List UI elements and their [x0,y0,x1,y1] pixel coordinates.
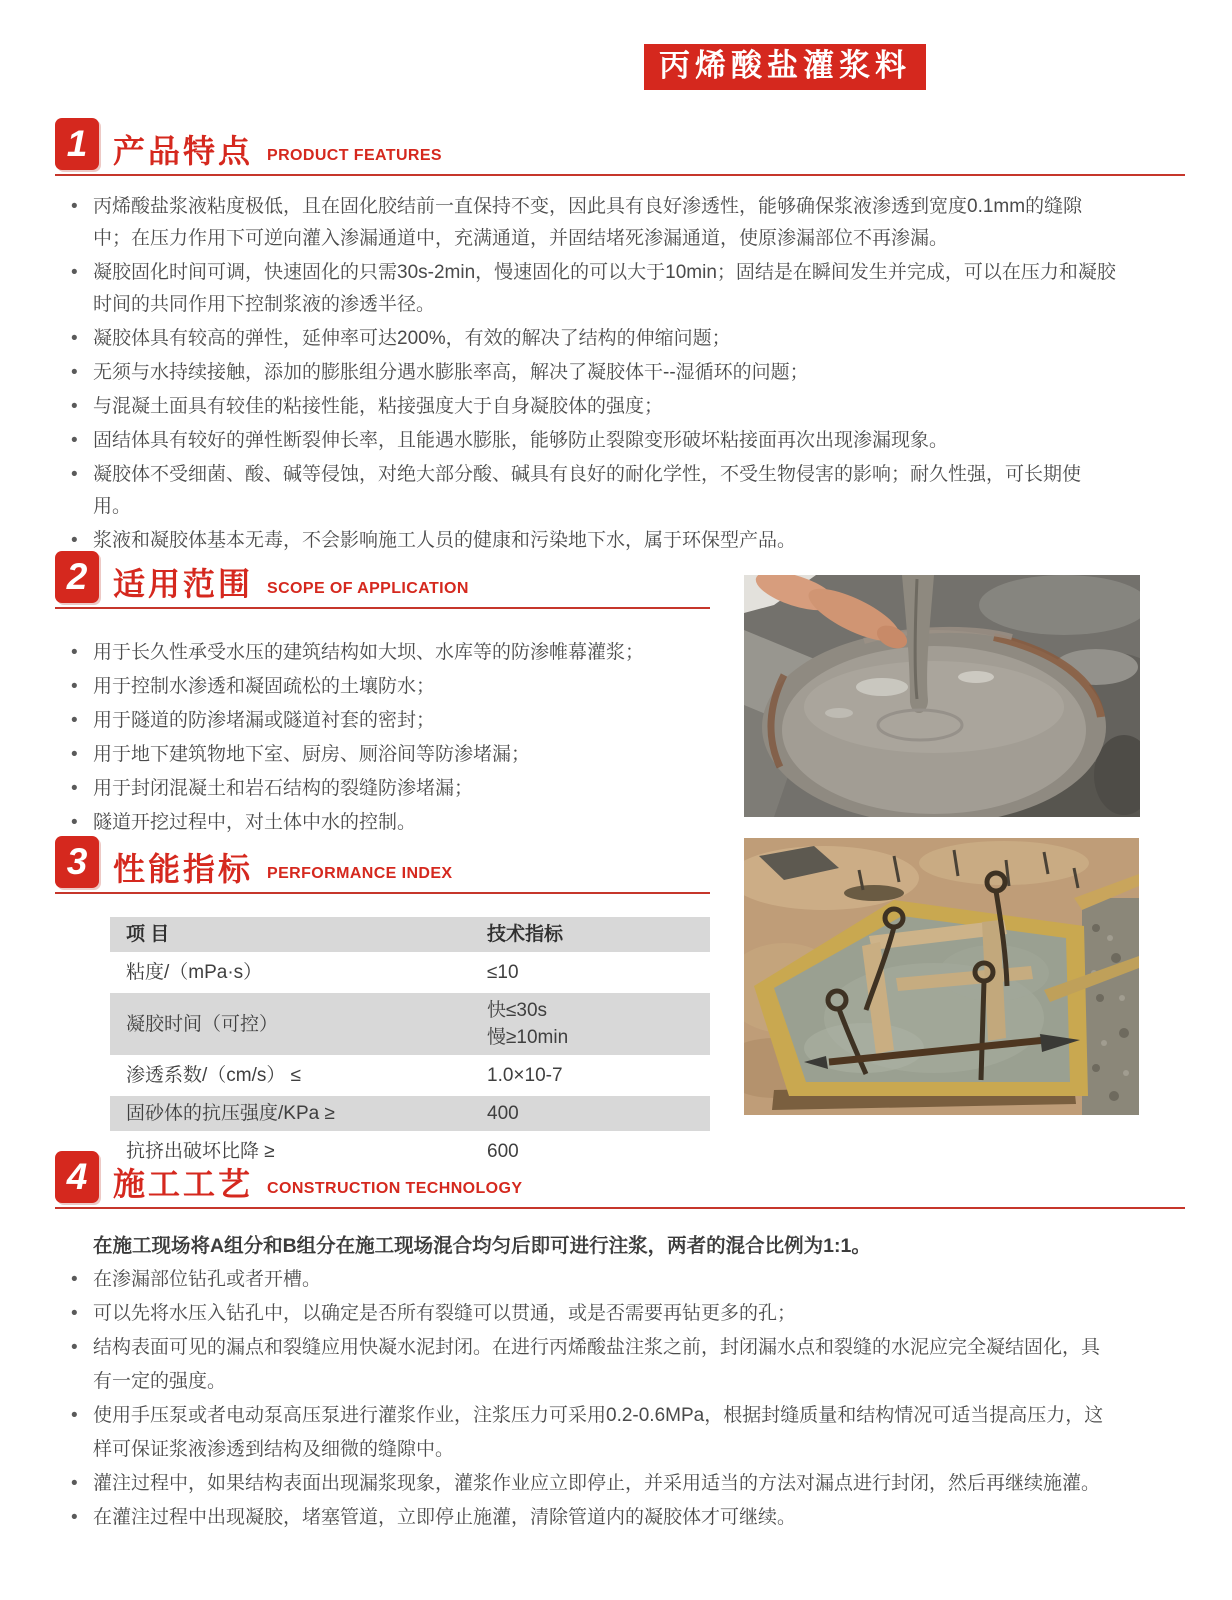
list-item: • 无须与水持续接触，添加的膨胀组分遇水膨胀率高，解决了凝胶体干--湿循环的问题； [55,357,1117,389]
list-item: • 隧道开挖过程中，对土体中水的控制。 [55,806,685,840]
section-underline [55,892,710,894]
section-underline [55,607,710,609]
spec-value: 400 [471,1095,710,1133]
section-title-en: CONSTRUCTION TECHNOLOGY [267,1180,523,1197]
list-item: • 用于封闭混凝土和岩石结构的裂缝防渗堵漏； [55,772,685,806]
list-item: • 浆液和凝胶体基本无毒，不会影响施工人员的健康和污染地下水，属于环保型产品。 [55,525,1117,557]
section-number-badge [55,836,99,888]
application-list [55,636,685,840]
spec-value: 600 [471,1133,710,1170]
performance-table [110,914,710,1169]
list-item: • 用于长久性承受水压的建筑结构如大坝、水库等的防渗帷幕灌浆； [55,636,685,670]
section-title-zh: 产品特点 [113,133,254,169]
table-row [110,1057,710,1095]
spec-name: 抗挤出破坏比降 ≥ [110,1133,471,1170]
list-item: • 使用手压泵或者电动泵高压泵进行灌浆作业，注浆压力可采用0.2-0.6MPa，根据封缝质量和结构情况可适当提高压力，这样可保证浆液渗透到结构及细微的缝隙中。 [55,1399,1117,1467]
section-number: 2 [66,556,88,597]
list-item: • 灌注过程中，如果结构表面出现漏浆现象，灌浆作业应立即停止，并采用适当的方法对漏点进行封闭，然后再继续施灌。 [55,1467,1117,1501]
spec-name: 粘度/（mPa·s） [110,954,471,992]
section-underline [55,174,1185,176]
section-title-zh: 性能指标 [113,851,254,887]
section-title-en: PERFORMANCE INDEX [267,865,453,882]
table-row [110,1095,710,1133]
section-title-en: SCOPE OF APPLICATION [267,580,469,597]
list-item: • 与混凝土面具有较佳的粘接性能，粘接强度大于自身凝胶体的强度； [55,391,1117,423]
table-row [110,992,710,1057]
section-product-features [55,118,1185,559]
section-number: 3 [66,841,88,882]
section-header [55,1151,1185,1203]
section-header [55,118,1185,170]
section-number: 4 [66,1156,88,1197]
list-item: • 可以先将水压入钻孔中，以确定是否所有裂缝可以贯通，或是否需要再钻更多的孔； [55,1297,1117,1331]
section-number-badge [55,551,99,603]
section-title-en: PRODUCT FEATURES [267,147,443,164]
list-item: • 用于地下建筑物地下室、厨房、厕浴间等防渗堵漏； [55,738,685,772]
list-item: • 用于隧道的防渗堵漏或隧道衬套的密封； [55,704,685,738]
spec-name: 固砂体的抗压强度/KPa ≥ [110,1095,471,1133]
spec-value: 1.0×10-7 [471,1057,710,1095]
grout-mixing-photo [744,575,1140,817]
list-item: • 用于控制水渗透和凝固疏松的土壤防水； [55,670,685,704]
spec-name: 凝胶时间（可控） [110,992,471,1057]
list-item: • 结构表面可见的漏点和裂缝应用快凝水泥封闭。在进行丙烯酸盐注浆之前，封闭漏水点和裂缝的水泥应完全凝结固化，具有一定的强度。 [55,1331,1117,1399]
procedure-list [55,1263,1117,1535]
list-item: • 丙烯酸盐浆液粘度极低，且在固化胶结前一直保持不变，因此具有良好渗透性，能够确保浆液渗透到宽度0.1mm的缝隙中；在压力作用下可逆向灌入渗漏通道中，充满通道，并固结堵死渗漏通道，使原渗漏部位不再渗漏。 [55,191,1117,255]
list-item: • 凝胶体不受细菌、酸、碱等侵蚀，对绝大部分酸、碱具有良好的耐化学性，不受生物侵害的影响；耐久性强，可长期使用。 [55,459,1117,523]
mixing-ratio-note: 在施工现场将A组分和B组分在施工现场混合均匀后即可进行注浆，两者的混合比例为1:1。 [93,1235,871,1257]
spec-value: 快≤30s 慢≥10min [471,992,710,1057]
section-title-zh: 施工工艺 [113,1166,254,1202]
list-item: • 在灌注过程中出现凝胶，堵塞管道，立即停止施灌，清除管道内的凝胶体才可继续。 [55,1501,1117,1535]
spec-value: ≤10 [471,954,710,992]
list-item: • 凝胶体具有较高的弹性，延伸率可达200%，有效的解决了结构的伸缩问题； [55,323,1117,355]
list-item: • 凝胶固化时间可调，快速固化的只需30s-2min，慢速固化的可以大于10min；固结是在瞬间发生并完成，可以在压力和凝胶时间的共同作用下控制浆液的渗透半径。 [55,257,1117,321]
section-number-badge [55,1151,99,1203]
spec-name: 渗透系数/（cm/s） ≤ [110,1057,471,1095]
section-construction-technology [55,1151,1185,1535]
column-header-spec: 技术指标 [471,916,710,954]
feature-list [55,191,1117,557]
table-header-row [110,916,710,954]
column-header-item: 项 目 [110,916,471,954]
section-underline [55,1207,1185,1209]
section-number: 1 [66,123,88,164]
section-number-badge [55,118,99,170]
product-title-banner: 丙烯酸盐灌浆料 [644,44,926,90]
section-title-zh: 适用范围 [113,566,254,602]
table-row [110,954,710,992]
list-item: • 在渗漏部位钻孔或者开槽。 [55,1263,1117,1297]
grouting-formwork-photo [744,838,1139,1115]
list-item: • 固结体具有较好的弹性断裂伸长率，且能遇水膨胀，能够防止裂隙变形破坏粘接面再次出现渗漏现象。 [55,425,1117,457]
